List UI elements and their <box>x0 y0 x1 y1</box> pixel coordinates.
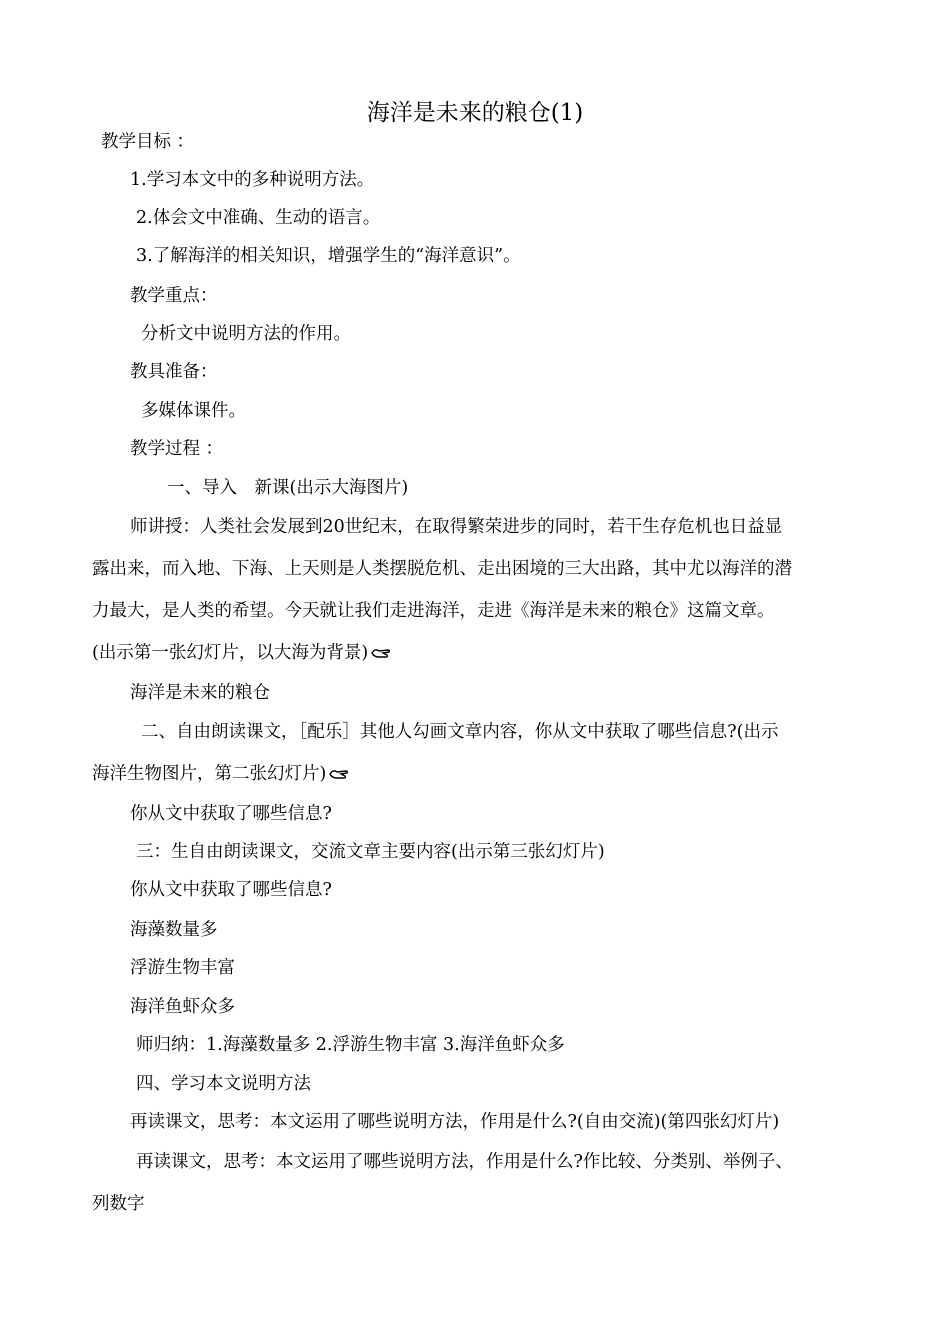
page-title: 海洋是未来的粮仓(1) <box>366 100 584 126</box>
text-line: 2.体会文中准确、生动的语言。 <box>136 208 381 228</box>
text-line: 海藻数量多 <box>130 920 218 940</box>
text-line: 你从文中获取了哪些信息? <box>130 880 332 900</box>
paragraph-line <box>92 761 349 787</box>
text-line: 海洋鱼虾众多 <box>130 997 235 1017</box>
text-line: 海洋是未来的粮仓 <box>130 683 270 703</box>
section-heading-process: 教学过程 ： <box>130 439 224 459</box>
text-line: 1.学习本文中的多种说明方法。 <box>130 170 375 190</box>
section-heading-focus: 教学重点： <box>130 286 218 306</box>
paragraph-line: 列数字 <box>92 1194 145 1214</box>
text-line: 三：生自由朗读课文，交流文章主要内容(出示第三张幻灯片) <box>136 842 605 862</box>
text-line: 师归纳：1.海藻数量多 2.浮游生物丰富 3.海洋鱼虾众多 <box>136 1035 565 1055</box>
text-line: 浮游生物丰富 <box>130 958 235 978</box>
paragraph-line: 力最大，是人类的希望。今天就让我们走进海洋，走进《海洋是未来的粮仓》这篇文章。 <box>92 601 775 621</box>
text-line: 多媒体课件。 <box>141 401 246 421</box>
hand-pointer-icon <box>371 647 391 659</box>
text-line: 再读课文，思考：本文运用了哪些说明方法，作用是什么?(自由交流)(第四张幻灯片) <box>130 1112 780 1132</box>
paragraph-line <box>92 640 391 666</box>
text-line: 四、学习本文说明方法 <box>136 1074 311 1094</box>
paragraph-line: 露出来，而入地、下海、上天则是人类摆脱危机、走出困境的三大出路，其中尤以海洋的潜 <box>92 559 792 579</box>
hand-pointer-icon <box>329 768 349 780</box>
paragraph-text: 海洋生物图片，第二张幻灯片) <box>92 764 327 784</box>
paragraph-line: 再读课文，思考：本文运用了哪些说明方法，作用是什么?作比较、分类别、举例子、 <box>136 1152 793 1172</box>
paragraph-line: 二、自由朗读课文，［配乐］其他人勾画文章内容，你从文中获取了哪些信息?(出示 <box>141 722 779 742</box>
section-heading-tools: 教具准备： <box>130 362 218 382</box>
text-line: 分析文中说明方法的作用。 <box>141 324 351 344</box>
text-line: 你从文中获取了哪些信息? <box>130 804 332 824</box>
text-line: 一、导入 新课(出示大海图片) <box>167 478 409 498</box>
section-heading-goals: 教学目标 ： <box>101 132 195 152</box>
text-line: 3.了解海洋的相关知识，增强学生的“海洋意识”。 <box>136 246 521 266</box>
paragraph-text: (出示第一张幻灯片，以大海为背景) <box>92 643 369 663</box>
paragraph-line: 师讲授：人类社会发展到20世纪末，在取得繁荣进步的同时，若干生存危机也日益显 <box>130 517 783 537</box>
